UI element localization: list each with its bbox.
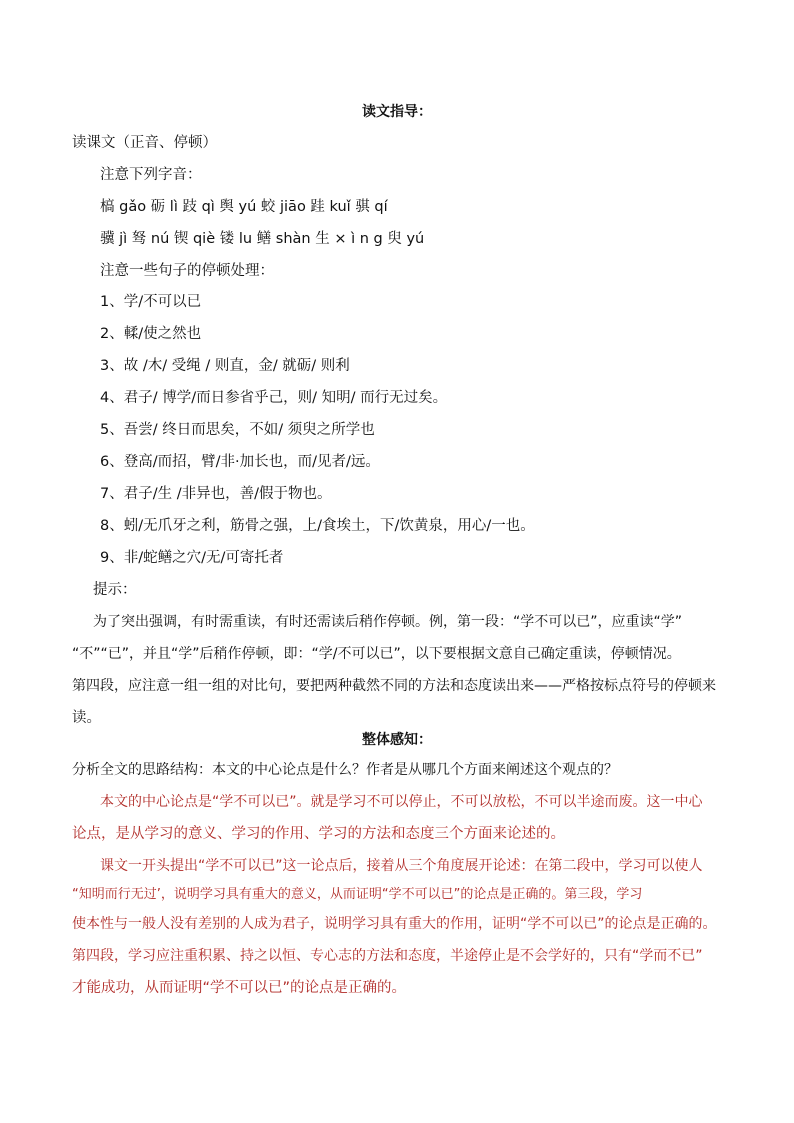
hint-line: 为了突出强调，有时需重读，有时还需读后稍作停顿。例，第一段：“学不可以已”，应重读“学” [93, 614, 683, 630]
analysis-question: 分析全文的思路结构：本文的中心论点是什么？作者是从哪几个方面来阐述这个观点的？ [72, 762, 618, 778]
pause-item: 3、故 /木/ 受绳 / 则直，金/ 就砺/ 则利 [100, 358, 350, 374]
pause-item: 9、非/蛇鳝之穴/无/可寄托者 [100, 550, 284, 566]
pronounce-line-1: 槁 gǎo 砺 lì 跂 qì 舆 yú 蛟 jiāo 跬 kuǐ 骐 qí [100, 199, 388, 215]
answer2-line: “知明而行无过’，说明学习具有重大的意义，从而证明“学不可以已”的论点是正确的。第三段，学习 [72, 887, 643, 902]
hint-label: 提示： [93, 582, 137, 598]
answer1-line: 本文的中心论点是“学不可以已”。就是学习不可以停止，不可以放松，不可以半途而废。这一中心 [100, 794, 703, 810]
pause-item: 2、輮/使之然也 [100, 326, 202, 342]
pause-item: 5、吾尝/ 终日而思矣，不如/ 须臾之所学也 [100, 422, 375, 438]
heading-reading-guide: 读文指导： [362, 104, 432, 120]
pause-item: 6、登高/而招，臂/非·加长也，而/见者/远。 [100, 454, 380, 470]
pause-item: 4、君子/ 博学/而日参省乎己，则/ 知明/ 而行无过矣。 [100, 390, 448, 406]
answer1-line: 论点，是从学习的意义、学习的作用、学习的方法和态度三个方面来论述的。 [72, 826, 565, 842]
hint-line: 第四段，应注意一组一组的对比句，要把两种截然不同的方法和态度读出来——严格按标点符号的停顿来 [72, 678, 716, 694]
pause-item: 7、君子/生 /非异也，善/假于物也。 [100, 486, 332, 502]
hint-line: 读。 [72, 710, 101, 726]
pronounce-line-2: 骥 jì 驽 nú 锲 qiè 镂 lu 鳝 shàn 生 × ì n g 臾 yú [100, 231, 425, 247]
answer2-line: 使本性与一般人没有差别的人成为君子，说明学习具有重大的作用，证明“学不可以已”的论点是正确的。 [72, 916, 717, 932]
answer2-line: 第四段，学习应注重积累、持之以恒、专心志的方法和态度，半途停止是不会学好的，只有“学而不已” [72, 948, 703, 964]
answer2-line: 课文一开头提出“学不可以已”这一论点后，接着从三个角度展开论述：在第二段中，学习可以使人 [100, 858, 703, 874]
answer2-line: 才能成功，从而证明“学不可以已”的论点是正确的。 [72, 980, 407, 996]
pause-label: 注意一些句子的停顿处理： [100, 263, 274, 279]
pause-item: 8、蚓/无爪牙之利，筋骨之强，上/食埃土，下/饮黄泉，用心/一也。 [100, 518, 535, 534]
read-text-title: 读课文（正音、停顿） [72, 135, 217, 151]
pause-item: 1、学/不可以已 [100, 294, 202, 310]
heading-overall-perception: 整体感知： [362, 732, 432, 748]
hint-line: “不”“已”，并且“学”后稍作停顿，即：“学/不可以已”，以下要根据文意自己确定重读，停顿情况。 [72, 646, 681, 662]
pronounce-label: 注意下列字音： [100, 167, 202, 183]
